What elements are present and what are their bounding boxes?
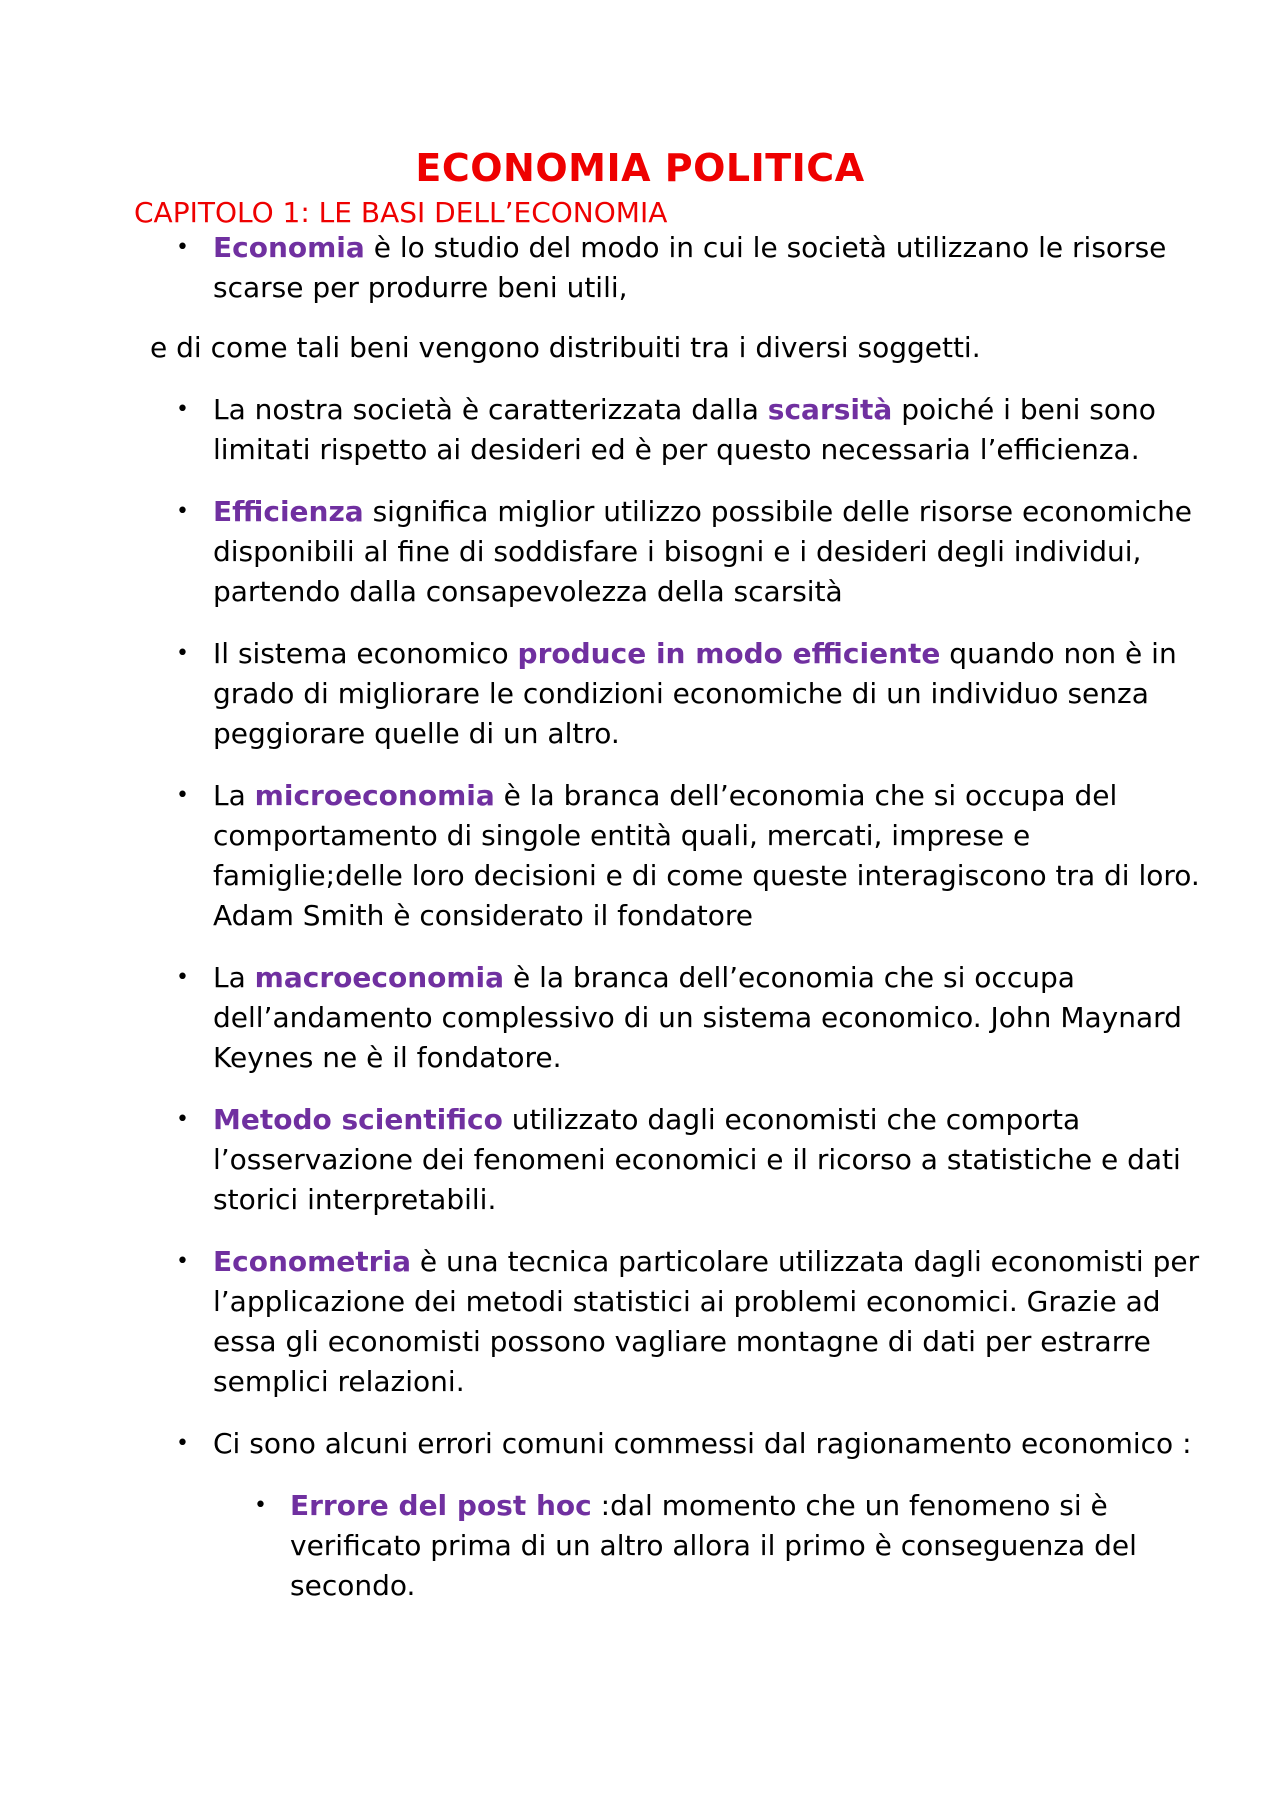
text-run: Adam Smith è considerato il fondatore: [213, 899, 754, 932]
text-line: [213, 776, 1200, 816]
text-run: significa miglior utilizzo possibile delle risorse economiche: [363, 495, 1193, 528]
text-run: semplici relazioni.: [213, 1365, 465, 1398]
text-line: [213, 1180, 1181, 1220]
text-run: è la branca dell’economia che si occupa del: [494, 779, 1118, 812]
text-line: [213, 492, 1192, 532]
bullet-marker: •: [176, 235, 189, 260]
text-line: [213, 896, 1200, 936]
keyword-term: Econometria: [213, 1245, 411, 1278]
text-line: [213, 856, 1200, 896]
text-line: [213, 268, 1166, 308]
page-title: ECONOMIA POLITICA: [415, 146, 865, 190]
text-line: [213, 1100, 1181, 1140]
text-line: [290, 1486, 1137, 1526]
text-line: [213, 998, 1182, 1038]
text-run: Il sistema economico: [213, 637, 518, 670]
text-run: l’osservazione dei fenomeni economici e il ricorso a statistiche e dati: [213, 1143, 1181, 1176]
text-line: [213, 390, 1156, 430]
text-run: grado di migliorare le condizioni economiche di un individuo senza: [213, 677, 1149, 710]
text-run: La: [213, 961, 255, 994]
list-item: [213, 776, 1200, 936]
text-line: [213, 816, 1200, 856]
text-run: Ci sono alcuni errori comuni commessi dal ragionamento economico :: [213, 1427, 1192, 1460]
bullet-marker: •: [176, 499, 189, 524]
bullet-marker: •: [254, 1493, 267, 1518]
text-run: l’applicazione dei metodi statistici ai problemi economici. Grazie ad: [213, 1285, 1161, 1318]
text-run: storici interpretabili.: [213, 1183, 497, 1216]
chapter-heading: CAPITOLO 1: LE BASI DELL’ECONOMIA: [134, 196, 668, 229]
keyword-term: Economia: [213, 231, 365, 264]
list-item: [290, 1486, 1137, 1606]
list-item: [213, 1424, 1192, 1464]
text-line: [290, 1566, 1137, 1606]
text-run: famiglie;delle loro decisioni e di come queste interagiscono tra di loro.: [213, 859, 1200, 892]
text-line: [213, 634, 1177, 674]
text-run: verificato prima di un altro allora il primo è conseguenza del: [290, 1529, 1137, 1562]
text-run: e di come tali beni vengono distribuiti tra i diversi soggetti.: [150, 331, 981, 364]
text-run: utilizzato dagli economisti che comporta: [502, 1103, 1081, 1136]
text-run: è la branca dell’economia che si occupa: [504, 961, 1075, 994]
keyword-term: macroeconomia: [254, 961, 505, 994]
keyword-term: Efficienza: [213, 495, 364, 528]
text-run: è lo studio del modo in cui le società utilizzano le risorse: [364, 231, 1167, 264]
keyword-term: scarsità: [767, 393, 893, 426]
text-line: [213, 1424, 1192, 1464]
text-line: [150, 328, 981, 368]
keyword-term: Metodo scientifico: [213, 1103, 503, 1136]
text-line: [290, 1526, 1137, 1566]
bullet-marker: •: [176, 641, 189, 666]
text-run: disponibili al fine di soddisfare i bisogni e i desideri degli individui,: [213, 535, 1142, 568]
text-line: [213, 430, 1156, 470]
text-run: La: [213, 779, 255, 812]
text-run: partendo dalla consapevolezza della scarsità: [213, 575, 843, 608]
bullet-marker: •: [176, 783, 189, 808]
list-item: [213, 390, 1156, 470]
list-item: [213, 1242, 1199, 1402]
text-run: è una tecnica particolare utilizzata dagli economisti per: [410, 1245, 1200, 1278]
text-line: [213, 1140, 1181, 1180]
text-run: dell’andamento complessivo di un sistema economico. John Maynard: [213, 1001, 1182, 1034]
text-line: [213, 1282, 1199, 1322]
text-line: [213, 532, 1192, 572]
text-run: quando non è in: [940, 637, 1177, 670]
list-item: [213, 228, 1166, 308]
text-run: peggiorare quelle di un altro.: [213, 717, 620, 750]
text-run: Keynes ne è il fondatore.: [213, 1041, 562, 1074]
text-run: :dal momento che un fenomeno si è: [591, 1489, 1108, 1522]
text-line: [213, 1322, 1199, 1362]
text-line: [213, 572, 1192, 612]
text-line: [213, 1362, 1199, 1402]
list-item: [213, 958, 1182, 1078]
text-line: [213, 958, 1182, 998]
text-run: essa gli economisti possono vagliare montagne di dati per estrarre: [213, 1325, 1151, 1358]
bullet-marker: •: [176, 965, 189, 990]
list-item: [213, 1100, 1181, 1220]
list-item: [213, 634, 1177, 754]
text-line: [213, 714, 1177, 754]
text-run: comportamento di singole entità quali, mercati, imprese e: [213, 819, 1031, 852]
list-item: [213, 492, 1192, 612]
keyword-term: Errore del post hoc: [290, 1489, 592, 1522]
bullet-marker: •: [176, 1107, 189, 1132]
text-run: La nostra società è caratterizzata dalla: [213, 393, 768, 426]
keyword-term: microeconomia: [254, 779, 495, 812]
text-line: [213, 228, 1166, 268]
list-item: [150, 328, 981, 368]
text-line: [213, 674, 1177, 714]
text-line: [213, 1038, 1182, 1078]
text-run: poiché i beni sono: [892, 393, 1156, 426]
text-line: [213, 1242, 1199, 1282]
bullet-marker: •: [176, 1431, 189, 1456]
text-run: scarse per produrre beni utili,: [213, 271, 628, 304]
bullet-marker: •: [176, 1249, 189, 1274]
text-run: limitati rispetto ai desideri ed è per questo necessaria l’efficienza.: [213, 433, 1140, 466]
keyword-term: produce in modo efficiente: [517, 637, 941, 670]
text-run: secondo.: [290, 1569, 416, 1602]
bullet-marker: •: [176, 397, 189, 422]
